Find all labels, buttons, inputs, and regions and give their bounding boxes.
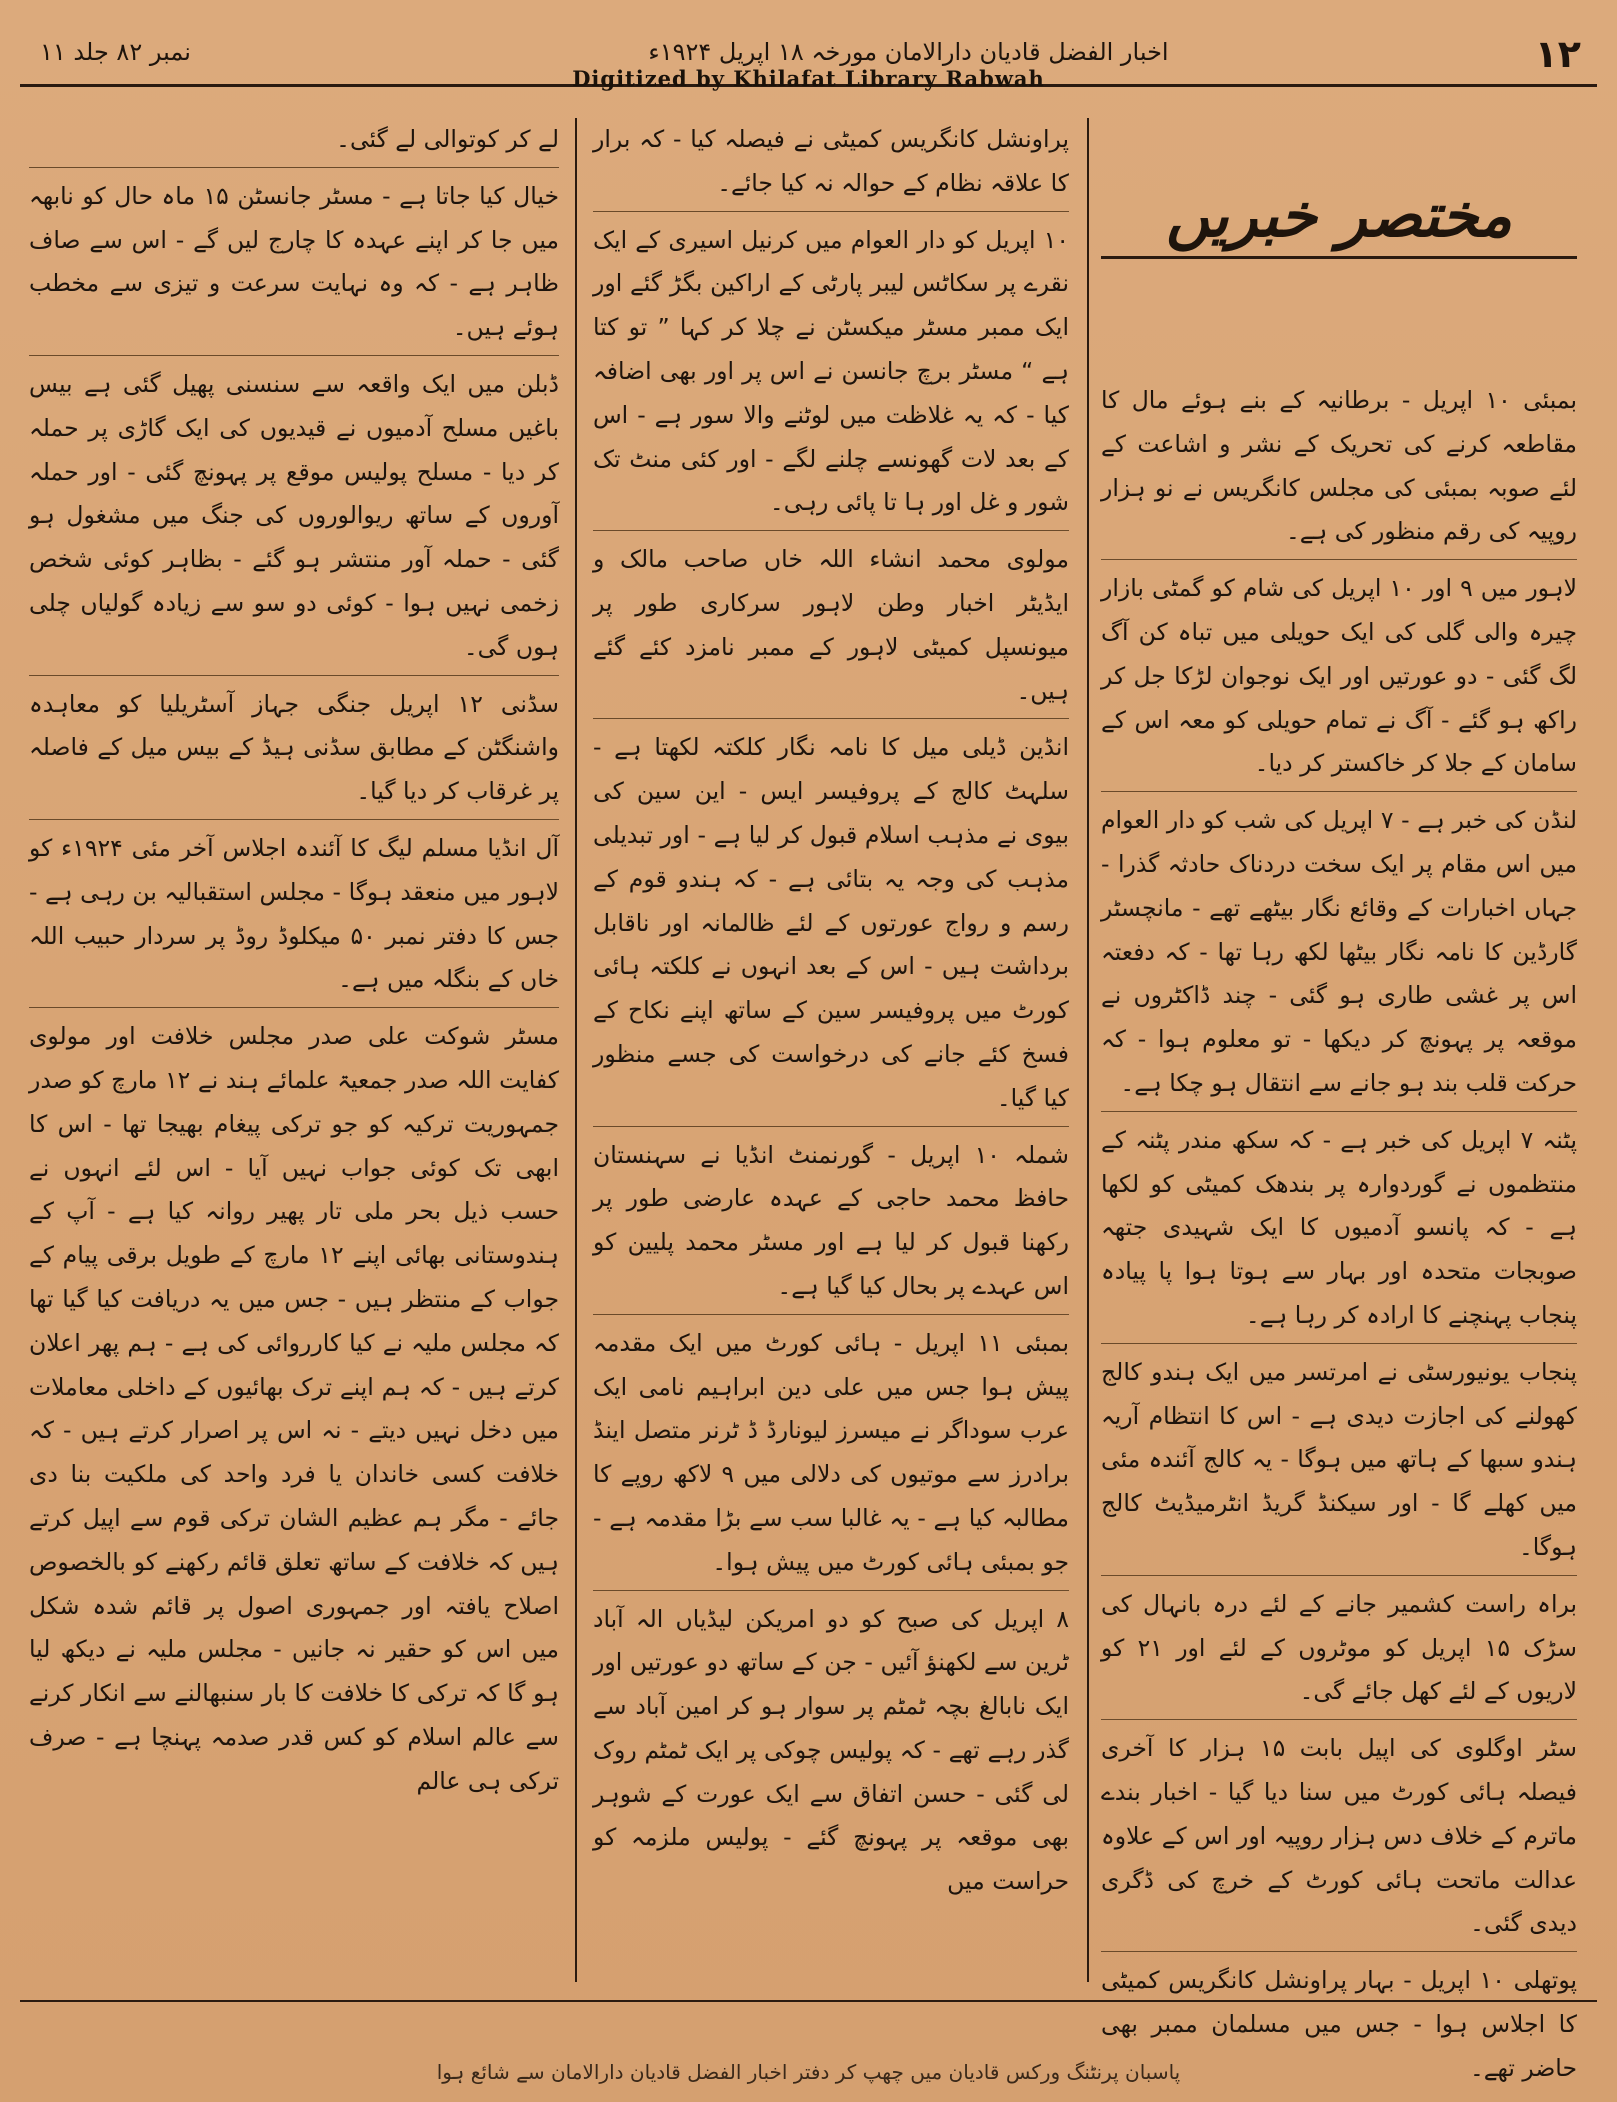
news-item: ۱۰ اپریل کو دار العوام میں کرنیل اسیری کے ایک نقرے پر سکاٹس لیبر پارٹی کے اراکین بگڑ گئے اور ایک ممبر مسٹر میکسٹن نے چلا کر کہا ” تو کتا ہے “ مسٹر برچ جانسن نے اس پر اور بھی اضافہ کیا - کہ یہ غلاظت میں لوٹنے والا سور ہے - اس کے بعد لات گھونسے چلنے لگے - اور کئی منٹ تک شور و غل اور ہا تا پائی رہی۔ <box>593 219 1069 532</box>
news-item: ۸ اپریل کی صبح کو دو امریکن لیڈیاں الہ آباد ٹرین سے لکھنؤ آئیں - جن کے ساتھ دو عورتیں اور ایک نابالغ بچہ ٹمٹم پر سوار ہو کر امین آباد سے گذر رہے تھے - کہ پولیس چوکی پر ایک ٹمٹم روک لی گئی - حسن اتفاق سے ایک عورت کے شوہر بھی موقعہ پر پہونچ گئے - پولیس ملزمہ کو حراست میں <box>593 1604 1069 1896</box>
column-left <box>29 118 559 1982</box>
news-item: آل انڈیا مسلم لیگ کا آئندہ اجلاس آخر مئی ۱۹۲۴ء کو لاہور میں منعقد ہوگا - مجلس استقبالیہ بن رہی ہے - جس کا دفتر نمبر ۵۰ میکلوڈ روڈ پر سردار حبیب اللہ خاں کے بنگلہ میں ہے۔ <box>29 827 559 1008</box>
column-middle <box>593 118 1069 1982</box>
news-list <box>29 118 559 1808</box>
digitization-watermark: Digitized by Khilafat Library Rabwah <box>572 66 1045 91</box>
news-item: بمبئی ۱۰ اپریل - برطانیہ کے بنے ہوئے مال کا مقاطعہ کرنے کی تحریک کے نشر و اشاعت کے لئے صوبہ بمبئی کی مجلس کانگریس نے نو ہزار روپیہ کی رقم منظور کی ہے۔ <box>1101 379 1577 560</box>
news-item: مسٹر شوکت علی صدر مجلس خلافت اور مولوی کفایت اللہ صدر جمعیۃ علمائے ہند نے ۱۲ مارچ کو صدر جمہوریت ترکیہ کو جو ترکی پیغام بھیجا تھا - اس کا ابھی تک کوئی جواب نہیں آیا - اس لئے انہوں نے حسب ذیل بحر ملی تار پھیر روانہ کیا ہے - آپ کے ہندوستانی بھائی اپنے ۱۲ مارچ کے طویل برقی پیام کے جواب کے منتظر ہیں - جس میں یہ دریافت کیا گیا تھا کہ مجلس ملیہ نے کیا کارروائی کی ہے - ہم پھر اعلان کرتے ہیں - کہ ہم اپنے ترک بھائیوں کے داخلی معاملات میں دخل نہیں دیتے - نہ اس پر اصرار کرتے ہیں - کہ خلافت کسی خاندان یا فرد واحد کی ملکیت بنا دی جائے - مگر ہم عظیم الشان ترکی قوم سے اپیل کرتے ہیں کہ خلافت کے ساتھ تعلق قائم رکھنے کو بالخصوص اصلاح یافتہ اور جمہوری اصول پر قائم شدہ شکل میں اس کو حقیر نہ جانیں - مجلس ملیہ نے دیکھ لیا ہو گا کہ ترکی کا خلافت کا بار سنبھالنے سے انکار کرنے سے عالم اسلام کو کس قدر صدمہ پہنچا ہے - صرف ترکی ہی عالم <box>29 1022 559 1795</box>
news-item: پراونشل کانگریس کمیٹی نے فیصلہ کیا - کہ برار کا علاقہ نظام کے حوالہ نہ کیا جائے۔ <box>593 118 1069 212</box>
news-list <box>1101 379 1577 2095</box>
section-title: مختصر خبریں <box>1101 176 1577 259</box>
column-right <box>1101 118 1578 2082</box>
news-item: براہ راست کشمیر جانے کے لئے درہ بانہال کی سڑک ۱۵ اپریل کو موٹروں کے لئے اور ۲۱ کو لاریوں کے لئے کھل جائے گی۔ <box>1101 1583 1577 1720</box>
news-item: سٹر اوگلوی کی اپیل بابت ۱۵ ہزار کا آخری فیصلہ ہائی کورٹ میں سنا دیا گیا - اخبار بندے ماترم کے خلاف دس ہزار روپیہ اور اس کے علاوہ عدالت ماتحت ہائی کورٹ کے خرچ کی ڈگری دیدی گئی۔ <box>1101 1727 1577 1952</box>
news-item: انڈین ڈیلی میل کا نامہ نگار کلکتہ لکھتا ہے - سلہٹ کالج کے پروفیسر ایس - این سین کی بیوی نے مذہب اسلام قبول کر لیا ہے - اور تبدیلی مذہب کی وجہ یہ بتائی ہے - کہ ہندو قوم کے رسم و رواج عورتوں کے لئے ظالمانہ اور ناقابل برداشت ہیں - اس کے بعد انہوں نے کلکتہ ہائی کورٹ میں پروفیسر سین کے ساتھ اپنے نکاح کے فسخ کئے جانے کی درخواست کی جسے منظور کیا گیا۔ <box>593 726 1069 1126</box>
news-item: پٹنہ ۷ اپریل کی خبر ہے - کہ سکھ مندر پٹنہ کے منتظموں نے گوردوارہ پر بندھک کمیٹی کو لکھا ہے - کہ پانسو آدمیوں کا ایک شہیدی جتھہ صوبجات متحدہ اور بہار سے ہوتا ہوا پا پیادہ پنجاب پہنچنے کا ارادہ کر رہا ہے۔ <box>1101 1119 1577 1344</box>
news-item: سڈنی ۱۲ اپریل جنگی جہاز آسٹریلیا کو معاہدہ واشنگٹن کے مطابق سڈنی ہیڈ کے بیس میل کے فاصلہ پر غرقاب کر دیا گیا۔ <box>29 683 559 820</box>
news-item: پوتھلی ۱۰ اپریل - بہار پراونشل کانگریس کمیٹی کا اجلاس ہوا - جس میں مسلمان ممبر بھی حاضر تھے۔ <box>1101 1966 1578 2082</box>
news-item: خیال کیا جاتا ہے - مسٹر جانسٹن ۱۵ ماہ حال کو نابھہ میں جا کر اپنے عہدہ کا چارج لیں گے - اس سے صاف ظاہر ہے - کہ وہ نہایت سرعت و تیزی سے مخطب ہوئے ہیں۔ <box>29 175 559 356</box>
news-item: لاہور میں ۹ اور ۱۰ اپریل کی شام کو گمٹی بازار چیرہ والی گلی کی ایک حویلی میں تباہ کن آگ لگ گئی - دو عورتیں اور ایک نوجوان لڑکا جل کر راکھ ہو گئے - آگ نے تمام حویلی کو معہ اس کے سامان کے جلا کر خاکستر کر دیا۔ <box>1101 567 1577 792</box>
news-item: شملہ ۱۰ اپریل - گورنمنٹ انڈیا نے سہنستان حافظ محمد حاجی کے عہدہ عارضی طور پر رکھنا قبول کر لیا ہے اور مسٹر محمد پلیین کو اس عہدے پر بحال کیا گیا ہے۔ <box>593 1134 1069 1315</box>
column-divider <box>575 118 577 1982</box>
news-list <box>593 118 1069 1909</box>
issue-number: نمبر ۸۲ جلد ۱۱ <box>40 38 191 66</box>
column-divider <box>1087 118 1089 1982</box>
news-item: لنڈن کی خبر ہے - ۷ اپریل کی شب کو دار العوام میں اس مقام پر ایک سخت دردناک حادثہ گذرا - جہاں اخبارات کے وقائع نگار بیٹھے تھے - مانچسٹر گارڈین کا نامہ نگار بیٹھا لکھ رہا تھا - کہ دفعتہ اس پر غشی طاری ہو گئی - چند ڈاکٹروں نے موقعہ پر پہونچ کر دیکھا - تو معلوم ہوا - کہ حرکت قلب بند ہو جانے سے انتقال ہو چکا ہے۔ <box>1101 799 1577 1112</box>
imprint-line: پاسبان پرنٹنگ ورکس قادیان میں چھپ کر دفتر اخبار الفضل قادیان دارالامان سے شائع ہوا <box>436 2060 1181 2084</box>
news-item: لے کر کوتوالی لے گئی۔ <box>29 118 559 168</box>
news-item: بمبئی ۱۱ اپریل - ہائی کورٹ میں ایک مقدمہ پیش ہوا جس میں علی دین ابراہیم نامی ایک عرب سوداگر نے میسرز لیونارڈ ڈ ٹرنر متصل اینڈ برادرز سے موتیوں کی دلالی میں ۹ لاکھ روپے کا مطالبہ کیا ہے - یہ غالبا سب سے بڑا مقدمہ ہے - جو بمبئی ہائی کورٹ میں پیش ہوا۔ <box>593 1322 1069 1591</box>
masthead-line: اخبار الفضل قادیان دارالامان مورخہ ۱۸ اپریل ۱۹۲۴ء <box>648 38 1169 66</box>
footer-divider <box>20 2000 1597 2002</box>
news-item: پنجاب یونیورسٹی نے امرتسر میں ایک ہندو کالج کھولنے کی اجازت دیدی ہے - اس کا انتظام آریہ ہندو سبھا کے ہاتھ میں ہوگا - یہ کالج آئندہ مئی میں کھلے گا - اور سیکنڈ گریڈ انٹرمیڈیٹ کالج ہوگا۔ <box>1101 1351 1577 1576</box>
news-item: ڈبلن میں ایک واقعہ سے سنسنی پھیل گئی ہے بیس باغیں مسلح آدمیوں نے قیدیوں کی ایک گاڑی پر حملہ کر دیا - مسلح پولیس موقع پر پہونچ گئی - اور حملہ آوروں کے ساتھ ریوالوروں کی جنگ میں مشغول ہو گئی - حملہ آور منتشر ہو گئے - بظاہر کوئی شخص زخمی نہیں ہوا - کوئی دو سو سے زیادہ گولیاں چلی ہوں گی۔ <box>29 363 559 676</box>
news-item: مولوی محمد انشاء اللہ خاں صاحب مالک و ایڈیٹر اخبار وطن لاہور سرکاری طور پر میونسپل کمیٹی لاہور کے ممبر نامزد کئے گئے ہیں۔ <box>593 538 1069 719</box>
page-number: ۱۲ <box>1534 32 1581 76</box>
